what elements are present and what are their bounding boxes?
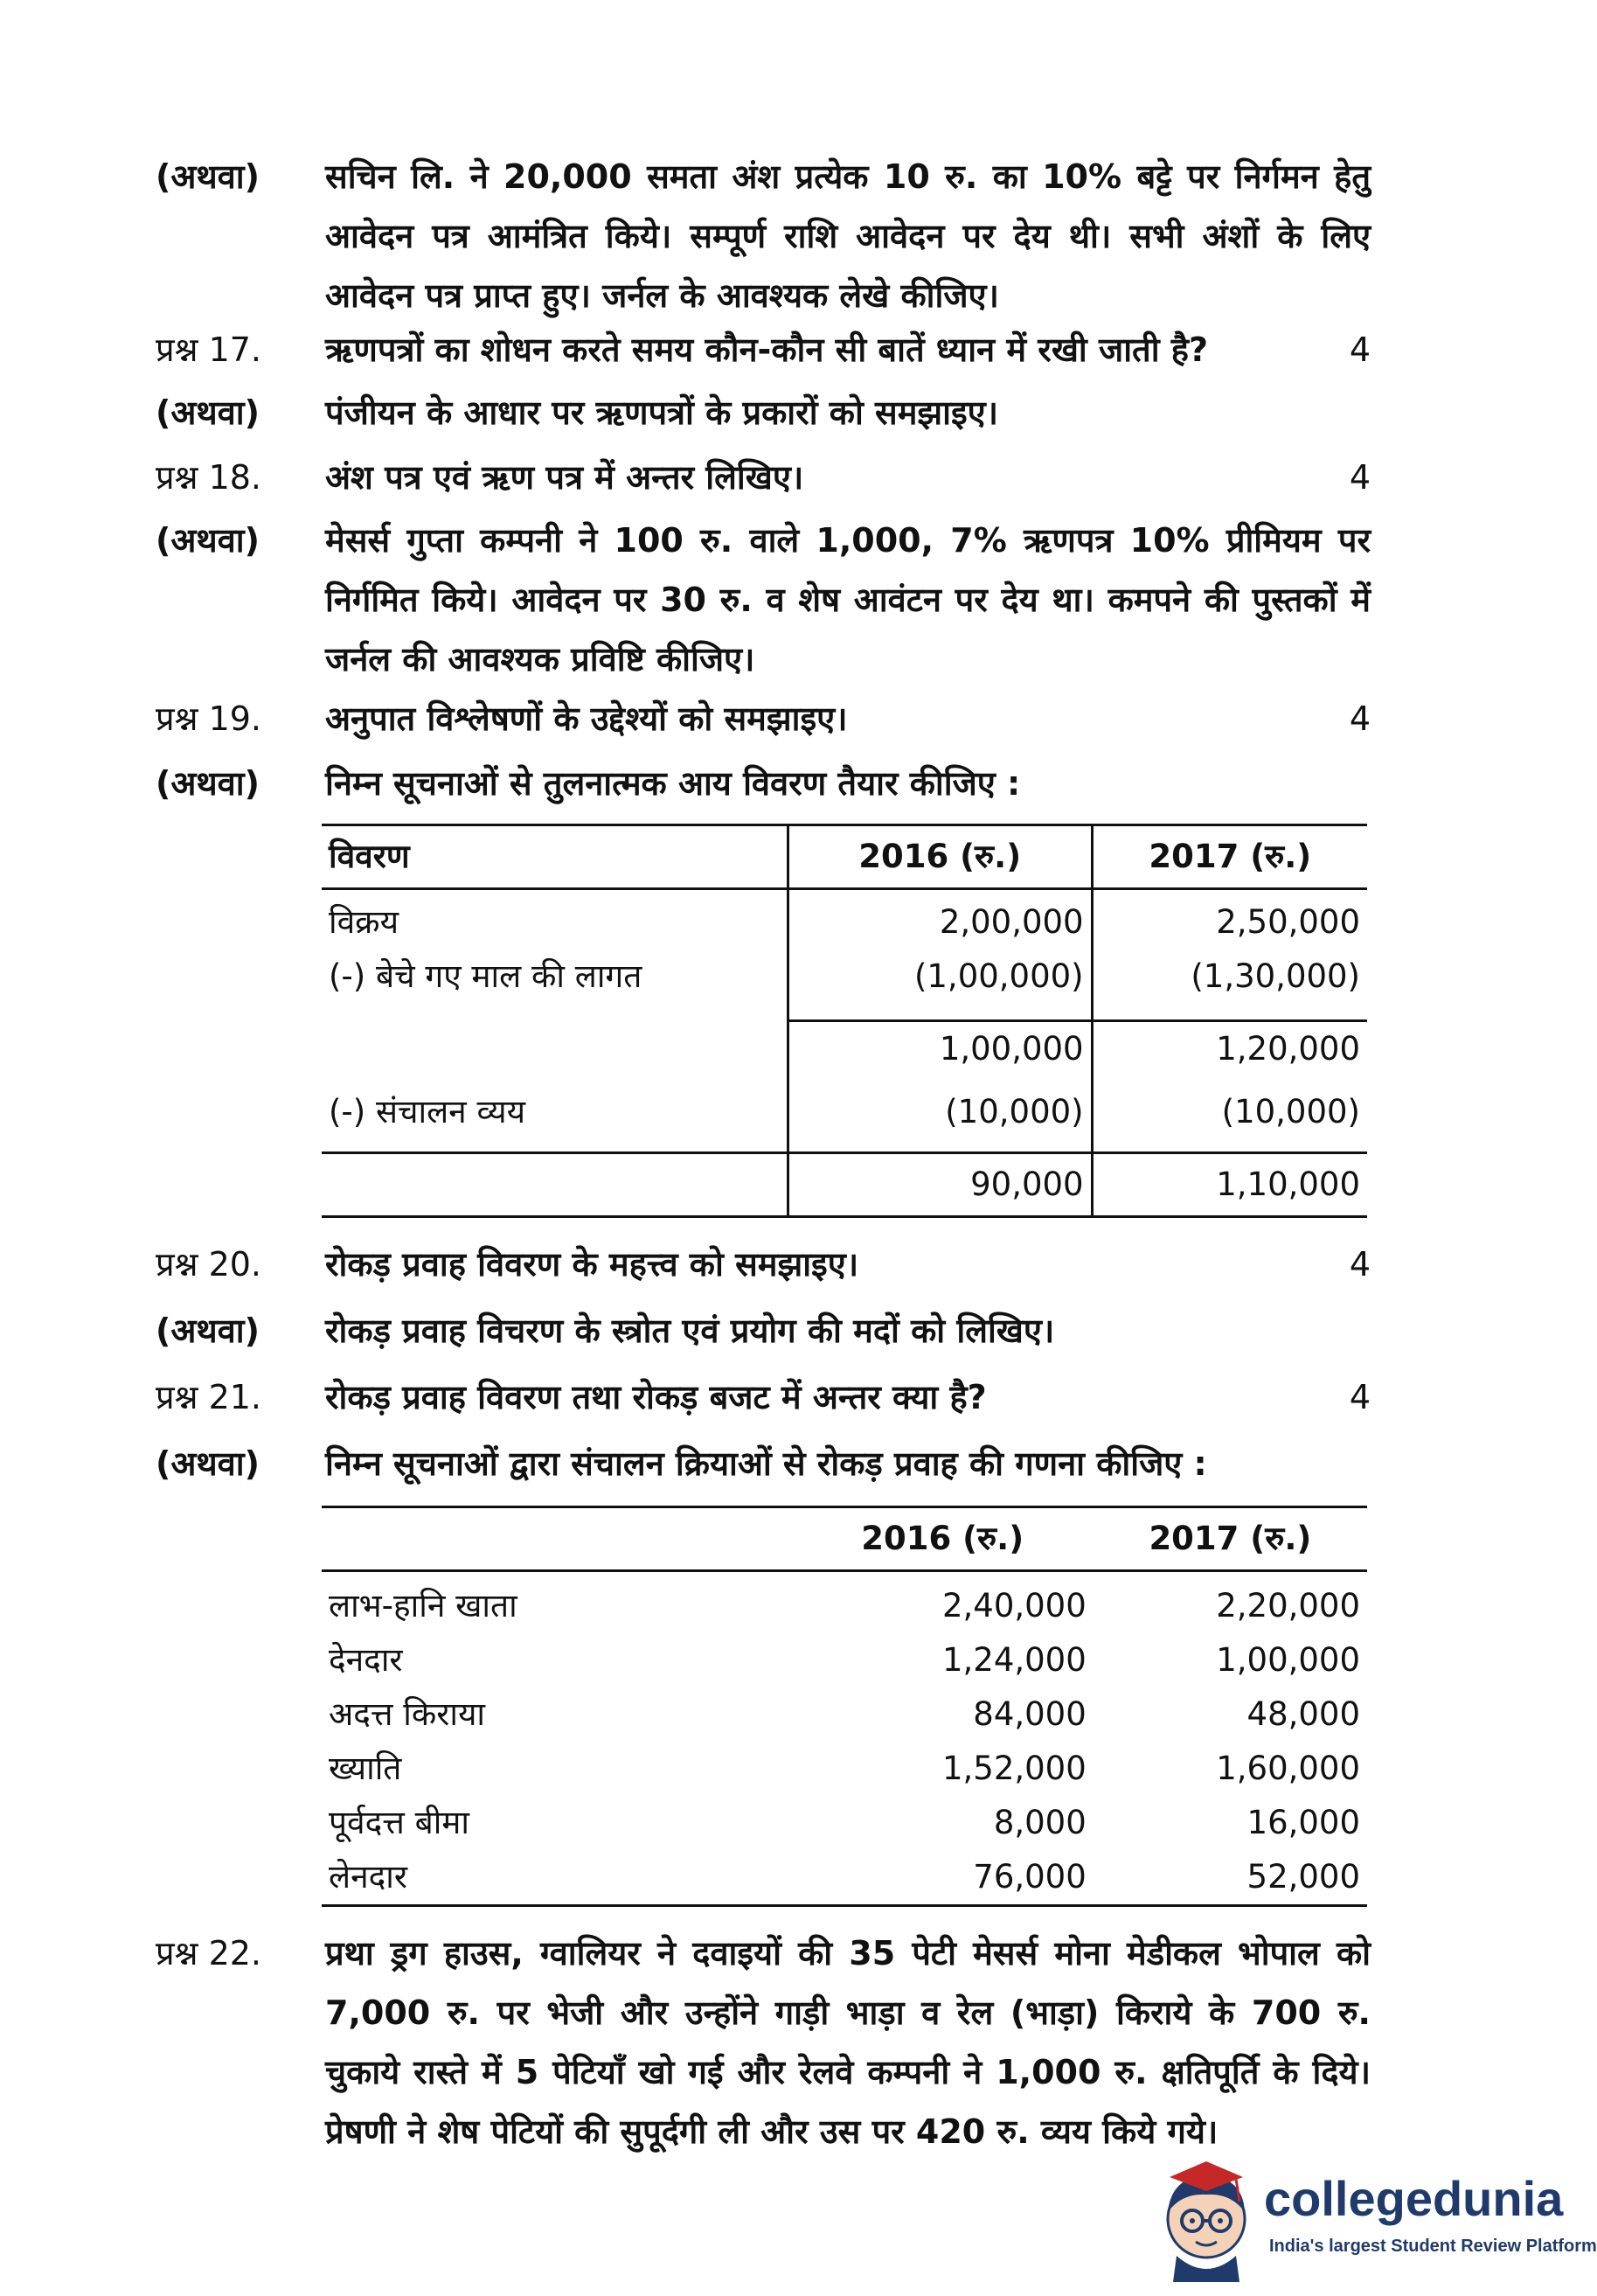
row-value: (1,30,000) — [1191, 957, 1360, 995]
question-text: ऋणपत्रों का शोधन करते समय कौन-कौन सी बातें ध्यान में रखी जाती है? — [325, 330, 1208, 369]
question-marks: 4 — [1349, 458, 1371, 497]
question-marks: 4 — [1349, 699, 1371, 738]
question-text: पंजीयन के आधार पर ऋणपत्रों के प्रकारों को समझाइए। — [325, 393, 999, 432]
question-text: निम्न सूचनाओं से तुलनात्मक आय विवरण तैयार कीजिए : — [325, 764, 1021, 803]
table-header-row — [322, 1507, 1367, 1571]
table-cell: लाभ-हानि खाता — [329, 1587, 517, 1625]
table-row — [322, 1571, 1367, 1634]
table-cell — [322, 1153, 788, 1217]
question-label: प्रश्न 19. — [156, 699, 261, 738]
table-cell — [322, 889, 788, 1021]
row-value: (1,00,000) — [913, 957, 1084, 995]
table-cell: 84,000 — [973, 1695, 1087, 1733]
question-18 — [156, 448, 1371, 507]
table-row — [322, 1687, 1367, 1742]
table-cell: 1,24,000 — [942, 1641, 1087, 1679]
table-cell: 1,10,000 — [1092, 1153, 1367, 1217]
table-cell: 1,00,000 — [1216, 1641, 1360, 1679]
question-text: रोकड़ प्रवाह विचरण के स्त्रोत एवं प्रयोग की मदों को लिखिए। — [325, 1312, 1055, 1350]
table-total-row — [322, 1153, 1367, 1217]
question-22 — [156, 1924, 1371, 2161]
table-cell: (10,000) — [788, 1076, 1092, 1153]
table-cell: 1,20,000 — [1092, 1021, 1367, 1077]
row-label: (-) बेचे गए माल की लागत — [329, 957, 642, 995]
question-label: (अथवा) — [156, 764, 260, 803]
table-cell: 1,60,000 — [1216, 1750, 1360, 1787]
table-cell: 16,000 — [1246, 1804, 1360, 1841]
question-text: प्रथा ड्रग हाउस, ग्वालियर ने दवाइयों की 35 पेटी मेसर्स मोना मेडीकल भोपाल को 7,000 रु. पर भेजी और उन्होंने गाड़ी भाड़ा व रेल (भाड़ा) किराये के 700 रु. चुकाये रास्ते में 5 पेटियाँ खो गई और रेलवे कम्पनी ने 1,000 रु. क्षतिपूर्ति के दिये। प्रेषणी ने शेष पेटियों की सुपूर्दगी ली और उस पर 420 रु. व्यय किये गये। — [325, 1934, 1371, 2151]
question-label: प्रश्न 21. — [156, 1378, 261, 1416]
table-cell: 90,000 — [788, 1153, 1092, 1217]
question-or-16 — [156, 147, 1371, 325]
collegedunia-logo — [1152, 2151, 1597, 2282]
question-marks: 4 — [1349, 1378, 1371, 1416]
student-mascot-icon — [1152, 2151, 1257, 2282]
question-label: प्रश्न 22. — [156, 1934, 261, 1972]
table-row — [322, 1850, 1367, 1906]
table-cell: ख्याति — [329, 1750, 402, 1787]
table-cell: अदत्त किराया — [329, 1695, 486, 1733]
question-text: रोकड़ प्रवाह विवरण तथा रोकड़ बजट में अन्तर क्या है? — [325, 1378, 987, 1416]
question-or-19 — [156, 754, 1371, 813]
logo-brand: collegedunia — [1264, 2171, 1564, 2226]
table-cell: पूर्वदत्त बीमा — [329, 1804, 469, 1841]
table-row — [322, 1633, 1367, 1687]
question-text: मेसर्स गुप्ता कम्पनी ने 100 रु. वाले 1,000, 7% ऋणपत्र 10% प्रीमियम पर निर्गमित किये। आवेदन पर 30 रु. व शेष आवंटन पर देय था। कमपने की पुस्तकों में जर्नल की आवश्यक प्रविष्टि कीजिए। — [325, 521, 1371, 678]
question-21 — [156, 1367, 1371, 1427]
column-header-particulars: विवरण — [322, 825, 788, 889]
question-text: सचिन लि. ने 20,000 समता अंश प्रत्येक 10 रु. का 10% बट्टे पर निर्गमन हेतु आवेदन पत्र आमंत्रित किये। सम्पूर्ण राशि आवेदन पर देय थी। सभी अंशों के लिए आवेदन पत्र प्राप्त हुए। जर्नल के आवश्यक लेखे कीजिए। — [325, 157, 1371, 315]
row-value: 2,00,000 — [939, 903, 1084, 941]
question-text: अनुपात विश्लेषणों के उद्देश्यों को समझाइए। — [325, 699, 848, 738]
column-header-2017: 2017 (रु.) — [1094, 1507, 1367, 1571]
comparative-income-table — [322, 824, 1367, 1218]
table-cell: देनदार — [329, 1641, 403, 1679]
table-cell: 1,52,000 — [942, 1750, 1087, 1787]
table-cell: (-) संचालन व्यय — [329, 1093, 526, 1131]
table-cell: 8,000 — [993, 1804, 1087, 1841]
table-cell — [788, 889, 1092, 1021]
question-text: अंश पत्र एवं ऋण पत्र में अन्तर लिखिए। — [325, 458, 804, 497]
table-row — [322, 1021, 1367, 1077]
question-label: (अथवा) — [156, 521, 260, 560]
question-20 — [156, 1235, 1371, 1294]
question-or-18 — [156, 511, 1371, 689]
question-or-21 — [156, 1434, 1371, 1493]
column-header-particulars — [322, 1507, 792, 1571]
question-label: (अथवा) — [156, 1444, 260, 1483]
question-text: निम्न सूचनाओं द्वारा संचालन क्रियाओं से रोकड़ प्रवाह की गणना कीजिए : — [325, 1444, 1207, 1483]
question-label: प्रश्न 18. — [156, 458, 261, 497]
row-label: विक्रय — [329, 903, 399, 941]
table-row — [322, 889, 1367, 1021]
table-cell: 76,000 — [792, 1850, 1094, 1906]
table-cell: 48,000 — [1246, 1695, 1360, 1733]
table-cell: 52,000 — [1094, 1850, 1367, 1906]
question-17 — [156, 320, 1371, 379]
question-or-17 — [156, 383, 1371, 442]
row-value: 2,50,000 — [1216, 903, 1360, 941]
cash-flow-data-table — [322, 1506, 1367, 1907]
question-19 — [156, 689, 1371, 748]
table-cell — [1092, 889, 1367, 1021]
question-label: प्रश्न 17. — [156, 330, 261, 369]
table-header-row — [322, 825, 1367, 889]
question-marks: 4 — [1349, 1245, 1371, 1284]
table-row — [322, 1796, 1367, 1850]
question-or-20 — [156, 1301, 1371, 1360]
table-cell: 2,20,000 — [1216, 1587, 1360, 1625]
table-row — [322, 1742, 1367, 1796]
table-cell: 1,00,000 — [788, 1021, 1092, 1077]
question-text: रोकड़ प्रवाह विवरण के महत्त्व को समझाइए। — [325, 1245, 859, 1284]
question-marks: 4 — [1349, 330, 1371, 369]
question-label: (अथवा) — [156, 157, 260, 196]
table-cell: (10,000) — [1092, 1076, 1367, 1153]
question-label: (अथवा) — [156, 1312, 260, 1350]
table-cell — [322, 1021, 788, 1077]
column-header-2017: 2017 (रु.) — [1092, 825, 1367, 889]
column-header-2016: 2016 (रु.) — [792, 1507, 1094, 1571]
question-label: प्रश्न 20. — [156, 1245, 261, 1284]
table-cell: 2,40,000 — [942, 1587, 1087, 1625]
column-header-2016: 2016 (रु.) — [788, 825, 1092, 889]
question-label: (अथवा) — [156, 393, 260, 432]
logo-tagline: India's largest Student Review Platform — [1269, 2237, 1597, 2256]
table-row — [322, 1076, 1367, 1153]
table-cell: लेनदार — [322, 1850, 792, 1906]
